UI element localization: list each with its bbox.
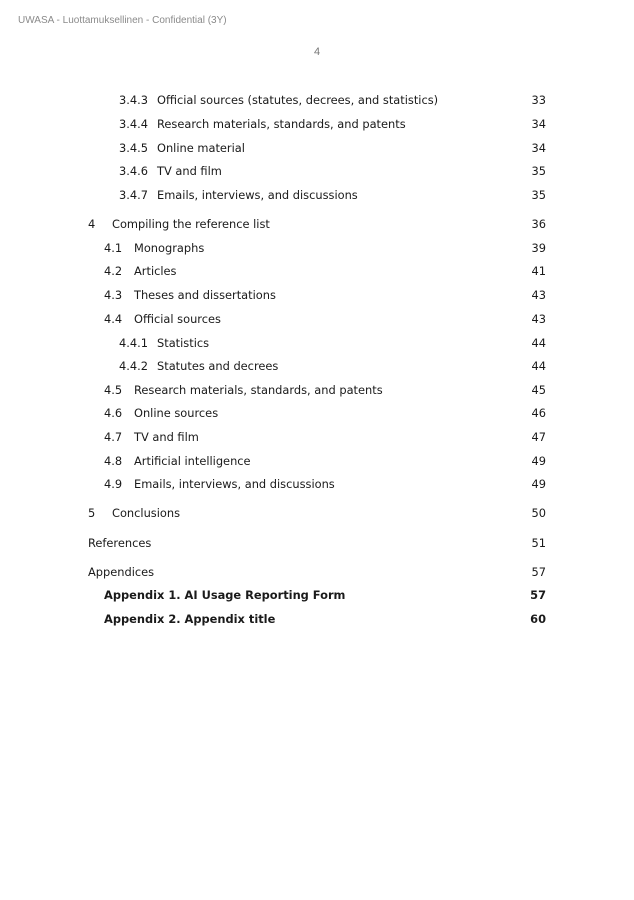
toc-entry-title: References [88,536,152,550]
toc-entry-title: Appendix 2. Appendix title [104,612,276,626]
toc-entry-title: Online sources [134,406,219,420]
toc-entry-title: TV and film [134,430,199,444]
toc-entry-number: 4.4.2 [119,359,148,373]
toc-entry-number: 4.9 [104,477,123,491]
toc-entry-page: 34 [531,141,546,155]
toc-entry-number: 4.4 [104,312,123,326]
toc-entry-page: 57 [530,588,546,602]
toc-entry-page: 46 [531,406,546,420]
toc-entry-page: 50 [531,506,546,520]
toc-entry-page: 36 [531,217,546,231]
toc-entry-title: Appendices [88,565,155,579]
page-number: 4 [313,46,321,58]
toc-entry-title: Conclusions [112,506,181,520]
toc-entry-page: 35 [531,164,546,178]
toc-entry[interactable] [0,115,634,133]
toc-entry[interactable] [0,186,634,204]
classification-label: UWASA - Luottamuksellinen - Confidential (3Y) [18,15,227,26]
toc-entry[interactable] [0,239,634,257]
toc-entry-page: 60 [530,612,546,626]
toc-entry-page: 44 [531,359,546,373]
toc-entry[interactable] [0,381,634,399]
toc-entry-title: Official sources [134,312,221,326]
toc-entry-number: 4 [88,217,96,231]
toc-entry-page: 44 [531,336,546,350]
toc-entry-page: 34 [531,117,546,131]
toc-entry-number: 4.3 [104,288,123,302]
toc-entry[interactable] [0,534,634,552]
toc-entry-title: Research materials, standards, and patents [157,117,406,131]
toc-entry[interactable] [0,286,634,304]
toc-entry[interactable] [0,139,634,157]
toc-entry-title: TV and film [157,164,222,178]
toc-entry-page: 39 [531,241,546,255]
toc-entry-title: Emails, interviews, and discussions [134,477,335,491]
toc-entry-title: Appendix 1. AI Usage Reporting Form [104,588,346,602]
toc-entry-page: 43 [531,288,546,302]
toc-entry-page: 33 [531,93,546,107]
toc-entry-title: Online material [157,141,245,155]
toc-entry-page: 57 [531,565,546,579]
toc-entry-page: 49 [531,477,546,491]
toc-entry[interactable] [0,586,634,604]
toc-entry[interactable] [0,452,634,470]
toc-entry[interactable] [0,91,634,109]
toc-entry[interactable] [0,428,634,446]
toc-entry-title: Statutes and decrees [157,359,279,373]
toc-entry[interactable] [0,504,634,522]
toc-entry[interactable] [0,475,634,493]
toc-entry[interactable] [0,357,634,375]
toc-entry-page: 47 [531,430,546,444]
toc-entry-page: 49 [531,454,546,468]
toc-entry-page: 41 [531,264,546,278]
toc-entry-number: 4.5 [104,383,123,397]
toc-entry-title: Research materials, standards, and patents [134,383,383,397]
toc-entry-number: 4.2 [104,264,123,278]
toc-entry-title: Articles [134,264,177,278]
toc-entry[interactable] [0,215,634,233]
toc-entry-title: Statistics [157,336,210,350]
toc-entry-title: Artificial intelligence [134,454,251,468]
toc-entry-number: 4.8 [104,454,123,468]
toc-entry-number: 3.4.4 [119,117,148,131]
toc-entry-title: Compiling the reference list [112,217,270,231]
toc-entry-number: 4.7 [104,430,123,444]
toc-entry-number: 3.4.6 [119,164,148,178]
toc-entry[interactable] [0,610,634,628]
toc-entry[interactable] [0,262,634,280]
toc-entry-page: 45 [531,383,546,397]
toc-entry-number: 3.4.7 [119,188,148,202]
toc-entry-title: Emails, interviews, and discussions [157,188,358,202]
toc-entry-page: 51 [531,536,546,550]
toc-entry-page: 35 [531,188,546,202]
toc-entry-number: 5 [88,506,96,520]
toc-entry-number: 4.1 [104,241,123,255]
toc-entry[interactable] [0,310,634,328]
toc-entry-number: 3.4.5 [119,141,148,155]
toc-entry-title: Official sources (statutes, decrees, and statistics) [157,93,439,107]
toc-entry-title: Theses and dissertations [134,288,276,302]
toc-entry[interactable] [0,563,634,581]
toc-entry-title: Monographs [134,241,205,255]
toc-entry-page: 43 [531,312,546,326]
toc-entry[interactable] [0,334,634,352]
toc-entry-number: 4.4.1 [119,336,148,350]
toc-entry[interactable] [0,162,634,180]
toc-entry-number: 3.4.3 [119,93,148,107]
toc-entry-number: 4.6 [104,406,123,420]
toc-entry[interactable] [0,404,634,422]
